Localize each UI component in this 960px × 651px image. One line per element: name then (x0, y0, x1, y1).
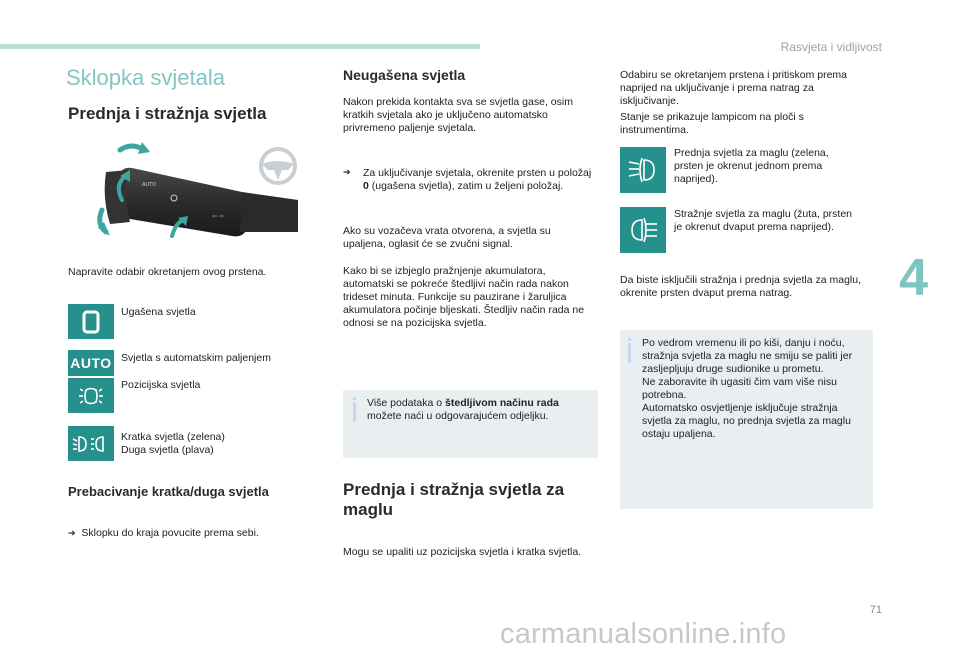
top-accent-bar (0, 44, 480, 49)
info-bar-icon (628, 338, 631, 363)
section-heading-lights: Prednja i stražnja svjetla (68, 104, 267, 123)
guide-paragraph-3: Kako bi se izbjeglo pražnjenje akumulatora, automatski se pokreće štedljivi način rada nakon trideset minuta. Funkcije su pauzirane i žaruljica akumulatora počinje bljeskati. Štedljiv način rada ne odnosi se na pozicijska svjetla. (343, 265, 585, 329)
rear-fog-icon (620, 207, 666, 253)
mode-label-beams (121, 431, 225, 457)
mode-label-off: Ugašena svjetla (121, 306, 196, 318)
auto-icon-text: AUTO (70, 355, 112, 371)
rear-fog-label: Stražnje svjetla za maglu (žuta, prsten je okrenut dvaput prema naprijed). (674, 208, 852, 233)
beam-switch-heading: Prebacivanje kratka/duga svjetla (68, 484, 269, 499)
info-bar-icon (353, 397, 356, 422)
front-fog-label: Prednja svjetla za maglu (zelena, prsten je okrenut jednom prema naprijed). (674, 147, 829, 185)
front-fog-icon (620, 147, 666, 193)
mode-label-low-beam: Kratka svjetla (zelena) (121, 431, 225, 443)
page-number: 71 (869, 604, 882, 616)
steering-wheel-icon (258, 146, 298, 191)
fog-off-paragraph: Da biste isključili stražnja i prednja svjetla za maglu, okrenite prsten dvaput prema natrag. (620, 274, 862, 299)
tip-economy-text: Više podataka o štedljivom načinu rada možete naći u odgovarajućem odjeljku. (367, 397, 559, 422)
ring-instruction: Napravite odabir okretanjem ovog prstena. (68, 266, 267, 278)
arrow-bullet-icon: ➔ (343, 168, 351, 178)
mode-label-auto: Svjetla s automatskim paljenjem (121, 352, 271, 364)
chapter-number: 4 (899, 249, 928, 307)
arrow-bullet-icon: ➔ (68, 529, 76, 539)
low-high-beam-icon (68, 426, 114, 461)
o-symbol-icon (68, 304, 114, 339)
tip-box-economy (343, 390, 598, 458)
svg-text:⇦ ⇨: ⇦ ⇨ (212, 213, 224, 220)
tip-fog-text: Po vedrom vremenu ili po kiši, danju i noću, stražnja svjetla za maglu ne smiju se paliti jer zasljepljuju druge sudionike u prometu. Ne zaboravite ih ugasiti čim vam više nisu potrebna. Automatsko osvjetljenje isključuje stražnja svjetla za maglu, no prednja svjetla za maglu ostaju upaljena. (642, 337, 853, 440)
guide-paragraph-1: Nakon prekida kontakta sva se svjetla gase, osim kratkih svjetala ako je uključeno automatsko privremeno paljenje svjetala. (343, 96, 573, 134)
fog-intro-paragraph: Odabiru se okretanjem prstena i pritiskom prema naprijed na uključivanje i prema natrag za isključivanje. (620, 69, 848, 107)
mode-label-high-beam: Duga svjetla (plava) (121, 444, 214, 456)
guide-bullet-1: ➔ Za uključivanje svjetala, okrenite prsten u položaj 0 (ugašena svjetla), zatim u željeni položaj. (343, 167, 592, 192)
watermark: carmanualsonline.info (500, 618, 787, 650)
fog-status-paragraph: Stanje se prikazuje lampicom na ploči s instrumentima. (620, 111, 804, 136)
mode-label-position: Pozicijska svjetla (121, 379, 201, 391)
section-heading-fog-lights: Prednja i stražnja svjetla za maglu (343, 480, 565, 519)
chapter-title: Rasvjeta i vidljivost (780, 40, 882, 54)
position-zero: 0 (363, 180, 369, 192)
beam-switch-instruction (68, 527, 259, 541)
page-title: Sklopka svjetala (66, 65, 225, 90)
auto-icon (68, 350, 114, 376)
beam-instruction-text: Sklopku do kraja povucite prema sebi. (81, 527, 259, 539)
guide-paragraph-2: Ako su vozačeva vrata otvorena, a svjetla su upaljena, oglasit će se zvučni signal. (343, 225, 551, 250)
section-heading-guide-me-home: Neugašena svjetla (343, 67, 466, 83)
svg-text:AUTO: AUTO (142, 182, 157, 188)
fog-lights-paragraph: Mogu se upaliti uz pozicijska svjetla i kratka svjetla. (343, 546, 582, 558)
tip-box-fog (620, 330, 873, 509)
position-lights-icon (68, 378, 114, 413)
